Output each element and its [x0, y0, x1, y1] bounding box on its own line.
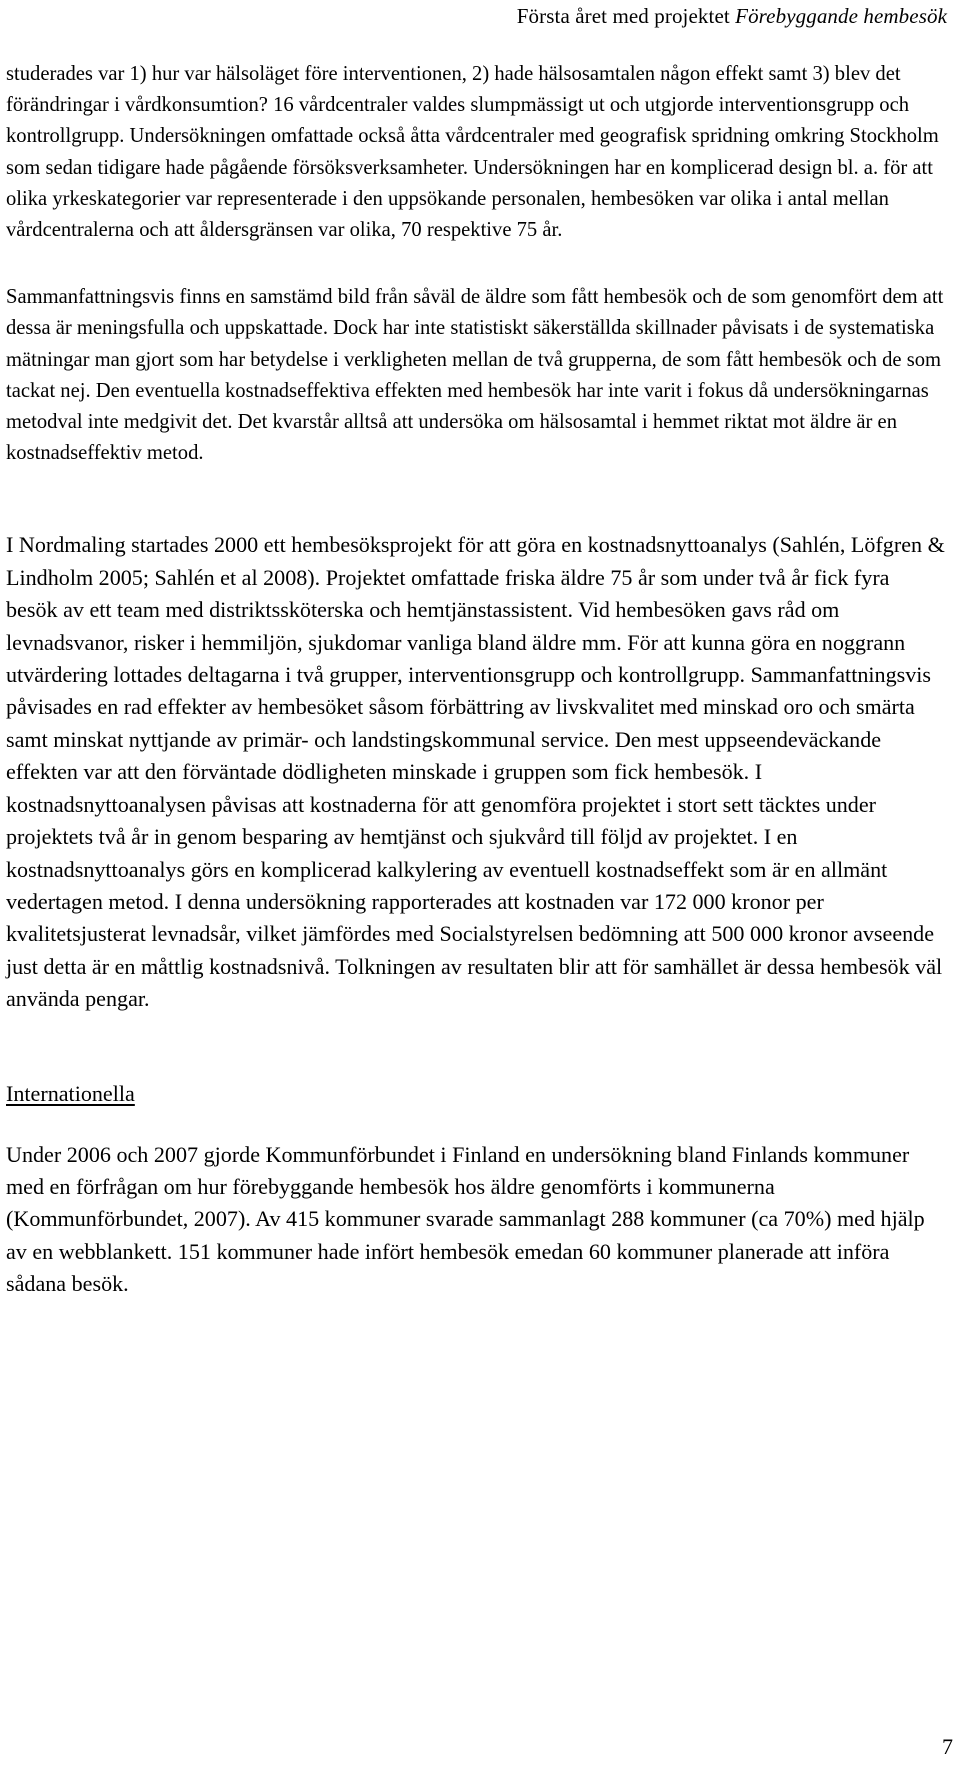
paragraph-summary: Sammanfattningsvis finns en samstämd bild från såväl de äldre som fått hembesök och de som genomfört dem att dessa är meningsfulla och uppskattade. Dock har inte statistiskt säkerställda skillnader påvisats i de systematiska mätningar man gjort som har betydelse i verkligheten mellan de två grupperna, de som fått hembesök och de som tackat nej. Den eventuella kostnadseffektiva effekten med hembesök har inte varit i fokus då undersökningarnas metodval inte medgivit det. Det kvarstår alltså att undersöka om hälsosamtal i hemmet riktat mot äldre är en kostnadseffektiv metod.	[6, 286, 944, 465]
page-content	[6, 59, 946, 1301]
running-header	[517, 4, 947, 29]
header-title-italic: Förebyggande hembesök	[735, 4, 947, 28]
paragraph-nordmaling: I Nordmaling startades 2000 ett hembesöksprojekt för att göra en kostnadsnyttoanalys (Sahlén, Löfgren & Lindholm 2005; Sahlén et al 2008). Projektet omfattade friska äldre 75 år som under två år fick fyra besök av ett team med distriktssköterska och hemtjänstassistent. Vid hembesöken gavs råd om levnadsvanor, risker i hemmiljön, sjukdomar vanliga bland äldre mm. För att kunna göra en noggrann utvärdering lottades deltagarna i två grupper, interventionsgrupp och kontrollgrupp. Sammanfattningsvis påvisades en rad effekter av hembesöket såsom förbättring av livskvalitet med minskad oro och smärta samt minskat nyttjande av primär- och landstingskommunal service. Den mest uppseendeväckande effekten var att den förväntade dödligheten minskade i gruppen som fick hembesök. I kostnadsnyttoanalysen påvisas att kostnaderna för att genomföra projektet i stort sett täcktes under projektets två år in genom besparing av hemtjänst och sjukvård till följd av projektet. I en kostnadsnyttoanalys görs en komplicerad kalkylering av eventuell kostnadseffekt som är en allmänt vedertagen metod. I denna undersökning rapporterades att kostnaden var 172 000 kronor per kvalitetsjusterat levnadsår, vilket jämfördes med Socialstyrelsen bedömning att 500 000 kronor avseende just detta är en måttlig kostnadsnivå. Tolkningen av resultaten blir att för samhället är dessa hembesök väl använda pengar.	[6, 532, 945, 1012]
header-title: Första året med projektet	[516, 4, 730, 28]
section-heading-internationella: Internationella	[6, 1080, 135, 1106]
paragraph-study-design: studerades var 1) hur var hälsoläget före interventionen, 2) hade hälsosamtalen någon effekt samt 3) blev det förändringar i vårdkonsumtion? 16 vårdcentraler valdes slumpmässigt ut och utgjorde interventionsgrupp och kontrollgrupp. Undersökningen omfattade också åtta vårdcentraler med geografisk spridning omkring Stockholm som sedan tidigare hade pågående försöksverksamheter. Undersökningen har en komplicerad design bl. a. för att olika yrkeskategorier var representerade i den uppsökande personalen, hembesöken var olika i antal mellan vårdcentralerna och att åldersgränsen var olika, 70 respektive 75 år.	[6, 63, 939, 242]
page-number: 7	[942, 1734, 953, 1759]
paragraph-finland: Under 2006 och 2007 gjorde Kommunförbundet i Finland en undersökning bland Finlands kommuner med en förfrågan om hur förebyggande hembesök hos äldre genomförts i kommunerna (Kommunförbundet, 2007). Av 415 kommuner svarade sammanlagt 288 kommuner (ca 70%) med hjälp av en webblankett. 151 kommuner hade infört hembesök emedan 60 kommuner planerade att införa sådana besök.	[6, 1141, 925, 1297]
